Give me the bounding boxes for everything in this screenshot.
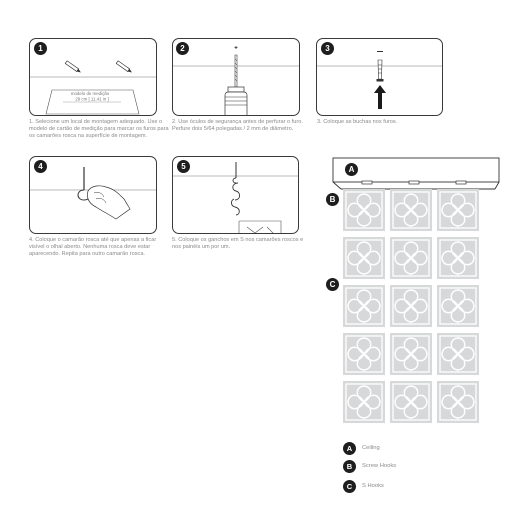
step-2-panel [172,38,300,116]
decorative-panels [343,189,479,423]
step-5-illustration [173,157,298,233]
legend-badge: B [343,460,356,473]
step-2-badge: 2 [176,42,189,55]
step-1-panel [29,38,157,116]
step-5-panel [172,156,299,234]
step-5-caption: 5. Coloque os ganchos em S nos camarões roscos e nos painéis um por um. [172,237,304,251]
legend-badge: C [343,480,356,493]
screw-hook-icon [233,162,236,183]
pencil-icon [116,61,133,74]
arrow-up-icon [374,85,386,109]
label-a-badge: A [345,163,358,176]
step-1-badge: 1 [34,42,47,55]
legend-label: S Hooks [362,483,384,489]
step-4-badge: 4 [34,160,47,173]
step-4-illustration [30,157,156,233]
legend-badge: A [343,442,356,455]
label-b-badge: B [326,193,339,206]
assembly-diagram [325,150,505,430]
pencil-icon [65,61,82,74]
step-2-caption: 2. Use óculos de segurança antes de perfurar o furo. Perfure dois 5/64 polegadas / 2 mm de diâmetro. [172,119,303,133]
ceiling [333,158,499,189]
label-c-badge: C [326,278,339,291]
step-3-illustration [317,39,442,115]
step-2-illustration [173,39,299,115]
step-3-badge: 3 [321,42,334,55]
step-5-badge: 5 [177,160,190,173]
legend-label: Screw Hooks [362,463,397,469]
card-title: modelo de medição [70,91,110,96]
step-4-caption: 4. Coloque o camarão rosca até que apenas a ficar visível o olhal aberto. Nenhuma rosca deve estar aparecendo. Repita para outro camarão rosca. [29,237,157,258]
hand-icon [87,186,130,219]
step-1-illustration [30,39,156,115]
step-3-caption: 3. Coloque as buchas nos furos. [317,119,398,125]
step-3-panel [316,38,443,116]
step-4-panel [29,156,157,234]
s-hook-icon [231,183,239,215]
panel-corner [239,221,281,233]
drill-icon [225,87,247,115]
step-1-caption: 1. Selecione um local de montagem adequado. Use o modelo de cartão de medição para marcar os furos para os camarões rosca na superfície de montagem. [29,119,169,140]
wall-anchor-icon [377,60,384,82]
card-measure: 29 cm [ 11.41 in ] [75,96,109,102]
legend-label: Ceiling [362,445,380,451]
